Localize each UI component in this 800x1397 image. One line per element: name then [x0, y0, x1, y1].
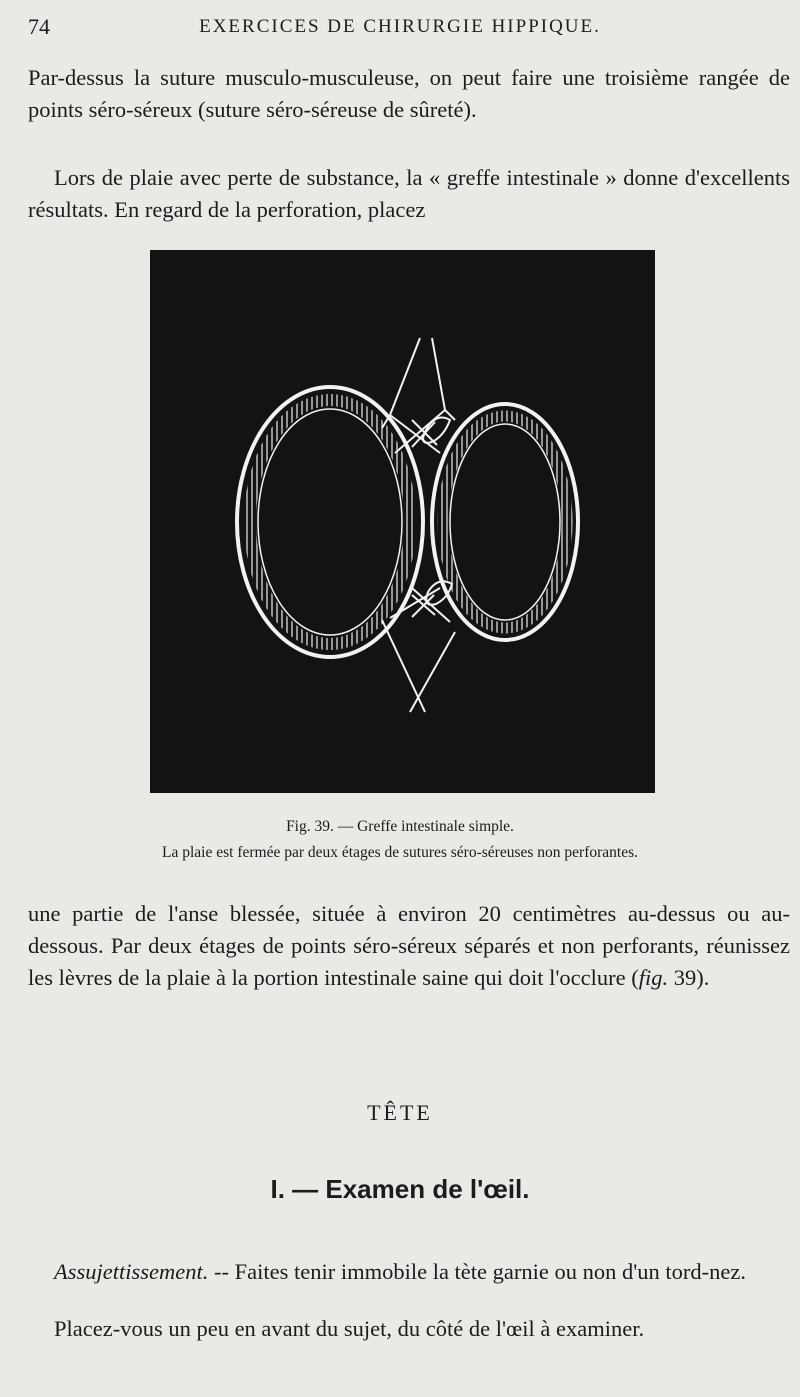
section-title: TÊTE	[367, 1100, 433, 1125]
right-intestine-section	[432, 404, 578, 640]
figure-reference-label: fig.	[638, 965, 669, 990]
paragraph-position-text: Placez-vous un peu en avant du sujet, du côté de l'œil à examiner.	[54, 1316, 645, 1341]
paragraph-greffe-technique	[28, 898, 790, 994]
left-intestine-section	[237, 387, 423, 657]
chapter-title: I. — Examen de l'œil.	[270, 1174, 530, 1204]
intestinal-graft-diagram	[150, 250, 655, 793]
paragraph-assujettissement-text: -- Faites tenir immobile la tète garnie ou non d'un tord-nez.	[208, 1259, 747, 1284]
paragraph-greffe-intro	[28, 162, 790, 226]
paragraph-position	[28, 1313, 790, 1345]
figure-caption-title: Fig. 39. — Greffe intestinale simple.	[286, 818, 514, 835]
page-number: 74	[28, 14, 50, 39]
figure-reference-number: 39	[668, 965, 697, 990]
running-head	[28, 14, 772, 44]
paragraph-greffe-intro-text: Lors de plaie avec perte de substance, la « greffe intestinale » donne d'excellents résultats. En regard de la perforation, placez	[28, 165, 790, 222]
figure-39-illustration	[150, 250, 655, 793]
figure-caption-text: La plaie est fermée par deux étages de sutures séro-séreuses non perforantes.	[162, 844, 638, 861]
running-title: EXERCICES DE CHIRURGIE HIPPIQUE.	[199, 16, 601, 37]
paragraph-label: Assujettissement.	[54, 1259, 209, 1284]
paragraph-suture-surete: Par-dessus la suture musculo-musculeuse, on peut faire une troisième rangée de points séro-séreux (suture séro-séreuse de sûreté).	[28, 65, 790, 122]
paragraph-text-before-ref: une partie de l'anse blessée, située à environ 20 centimètres au-dessus ou au-dessous. Par deux étages de points séro-séreux séparés et non perforants, réunissez les lèvres de la plaie à la portion intestinale saine qui doit l'occlure (	[28, 901, 790, 990]
paragraph-text-after-ref: ).	[696, 965, 710, 990]
paragraph-assujettissement	[28, 1256, 790, 1288]
